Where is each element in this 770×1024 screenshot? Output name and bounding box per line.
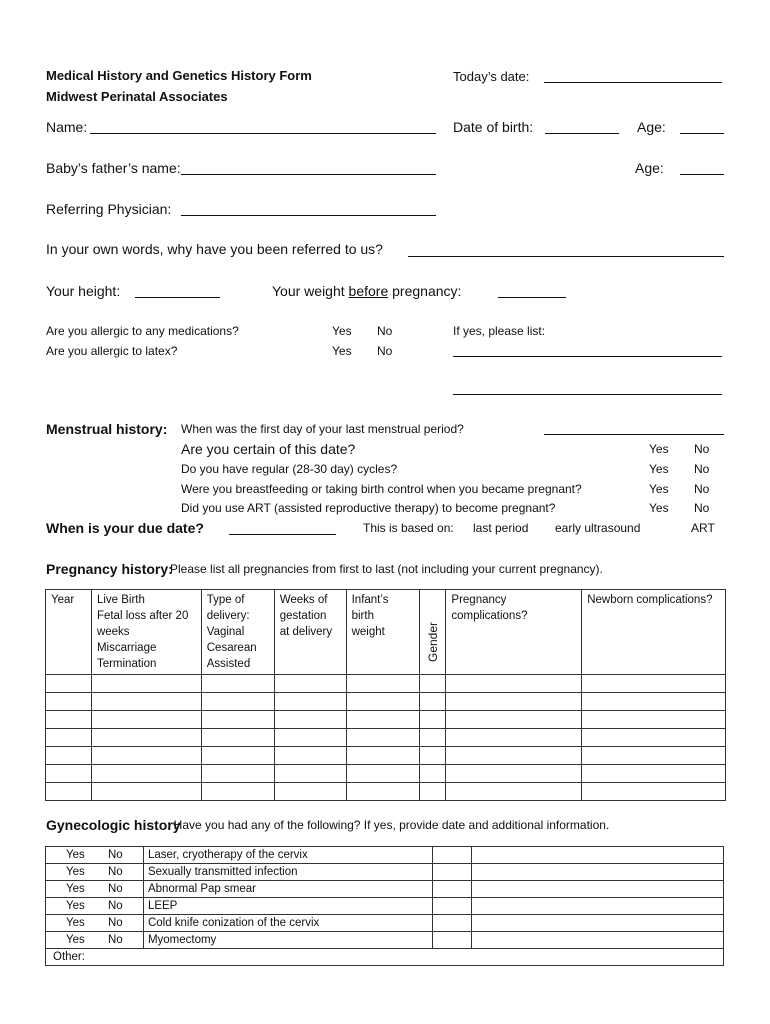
- name-label: Name:: [46, 119, 88, 135]
- gyn-yes-no[interactable]: [46, 847, 144, 864]
- gyn-other-field[interactable]: [46, 949, 724, 966]
- gyn-no-option[interactable]: No: [108, 883, 123, 895]
- certain-date-question: Are you certain of this date?: [181, 441, 356, 457]
- regular-cycles-yes[interactable]: Yes: [649, 462, 669, 476]
- gyn-row-other[interactable]: [46, 949, 724, 966]
- col-pregnancy-complications: Pregnancy complications?: [446, 590, 582, 675]
- col-year: Year: [46, 590, 92, 675]
- lmp-question: When was the first day of your last menstrual period?: [181, 422, 464, 436]
- col-gender: [420, 590, 446, 675]
- col-outcome: Live Birth Fetal loss after 20 weeks Miscarriage Termination: [91, 590, 201, 675]
- father-name-label: Baby’s father’s name:: [46, 160, 181, 176]
- height-field[interactable]: [135, 297, 220, 298]
- gyn-no-option[interactable]: No: [108, 900, 123, 912]
- lmp-field[interactable]: [544, 434, 724, 435]
- pregnancy-history-table: [45, 589, 726, 801]
- dob-field[interactable]: [545, 133, 619, 134]
- gyn-yes-no[interactable]: [46, 881, 144, 898]
- referral-reason-label: In your own words, why have you been referred to us?: [46, 241, 383, 257]
- height-label: Your height:: [46, 283, 121, 299]
- table-row[interactable]: [46, 711, 726, 729]
- due-date-field[interactable]: [229, 534, 336, 535]
- col-gender-label: Gender: [426, 621, 441, 662]
- weight-label: Your weight before pregnancy:: [272, 283, 462, 299]
- pregnancy-history-instruction: Please list all pregnancies from first to last (not including your current pregnancy).: [170, 562, 603, 576]
- gyn-item-label: Cold knife conization of the cervix: [143, 915, 432, 932]
- gyn-yes-option[interactable]: Yes: [66, 883, 85, 895]
- gyn-row-myomectomy[interactable]: [46, 932, 724, 949]
- todays-date-field[interactable]: [544, 82, 722, 83]
- gyn-row-pap[interactable]: [46, 881, 724, 898]
- table-row[interactable]: [46, 675, 726, 693]
- allergy-latex-question: Are you allergic to latex?: [46, 344, 178, 358]
- gyn-no-option[interactable]: No: [108, 849, 123, 861]
- gyn-yes-option[interactable]: Yes: [66, 900, 85, 912]
- table-row[interactable]: [46, 765, 726, 783]
- gyn-yes-option[interactable]: Yes: [66, 934, 85, 946]
- allergy-medications-question: Are you allergic to any medications?: [46, 324, 239, 338]
- gyn-item-label: Laser, cryotherapy of the cervix: [143, 847, 432, 864]
- allergy-list-label: If yes, please list:: [453, 324, 546, 338]
- birth-control-question: Were you breastfeeding or taking birth control when you became pregnant?: [181, 482, 582, 496]
- gyn-history-heading: Gynecologic history: [46, 817, 181, 833]
- weight-field[interactable]: [498, 297, 566, 298]
- gyn-row-conization[interactable]: [46, 915, 724, 932]
- gyn-item-label: Abnormal Pap smear: [143, 881, 432, 898]
- gyn-no-option[interactable]: No: [108, 866, 123, 878]
- art-yes[interactable]: Yes: [649, 501, 669, 515]
- based-on-last-period[interactable]: last period: [473, 521, 529, 535]
- referral-reason-field[interactable]: [408, 256, 724, 257]
- col-delivery-type: Type of delivery: Vaginal Cesarean Assisted: [201, 590, 274, 675]
- pregnancy-history-heading: Pregnancy history:: [46, 561, 173, 577]
- certain-date-yes[interactable]: Yes: [649, 442, 669, 456]
- pregnancy-table-header: [46, 590, 726, 675]
- gyn-no-option[interactable]: No: [108, 917, 123, 929]
- gyn-yes-no[interactable]: [46, 898, 144, 915]
- gyn-yes-option[interactable]: Yes: [66, 917, 85, 929]
- todays-date-label: Today’s date:: [453, 69, 530, 84]
- gyn-row-laser[interactable]: [46, 847, 724, 864]
- table-row[interactable]: [46, 747, 726, 765]
- table-row[interactable]: [46, 729, 726, 747]
- art-no[interactable]: No: [694, 501, 710, 515]
- gyn-yes-no[interactable]: [46, 932, 144, 949]
- menstrual-history-heading: Menstrual history:: [46, 421, 168, 437]
- allergy-latex-no[interactable]: No: [377, 344, 393, 358]
- gyn-row-sti[interactable]: [46, 864, 724, 881]
- based-on-label: This is based on:: [363, 521, 454, 535]
- birth-control-yes[interactable]: Yes: [649, 482, 669, 496]
- form-title: Medical History and Genetics History Form: [46, 68, 312, 83]
- gyn-item-label: Myomectomy: [143, 932, 432, 949]
- col-birth-weight: Infant’s birth weight: [346, 590, 420, 675]
- gyn-yes-option[interactable]: Yes: [66, 849, 85, 861]
- due-date-heading: When is your due date?: [46, 520, 204, 536]
- allergy-medications-no[interactable]: No: [377, 324, 393, 338]
- gyn-item-label: LEEP: [143, 898, 432, 915]
- based-on-early-ultrasound[interactable]: early ultrasound: [555, 521, 641, 535]
- col-weeks-gestation: Weeks of gestation at delivery: [274, 590, 346, 675]
- name-field[interactable]: [90, 133, 436, 134]
- regular-cycles-question: Do you have regular (28-30 day) cycles?: [181, 462, 398, 476]
- based-on-art[interactable]: ART: [691, 521, 715, 535]
- father-age-field[interactable]: [680, 174, 724, 175]
- table-row[interactable]: [46, 783, 726, 801]
- gyn-yes-no[interactable]: [46, 864, 144, 881]
- gyn-yes-option[interactable]: Yes: [66, 866, 85, 878]
- gyn-other-label: Other:: [53, 951, 85, 963]
- certain-date-no[interactable]: No: [694, 442, 710, 456]
- physician-field[interactable]: [181, 215, 436, 216]
- gyn-row-leep[interactable]: [46, 898, 724, 915]
- birth-control-no[interactable]: No: [694, 482, 710, 496]
- allergy-latex-yes[interactable]: Yes: [332, 344, 352, 358]
- gyn-history-instruction: : Have you had any of the following? If yes, provide date and additional information.: [167, 818, 610, 832]
- allergy-list-field-2[interactable]: [453, 394, 722, 395]
- gyn-no-option[interactable]: No: [108, 934, 123, 946]
- dob-label: Date of birth:: [453, 119, 534, 135]
- age-field[interactable]: [680, 133, 724, 134]
- organization-name: Midwest Perinatal Associates: [46, 89, 228, 104]
- allergy-list-field-1[interactable]: [453, 356, 722, 357]
- gyn-item-label: Sexually transmitted infection: [143, 864, 432, 881]
- allergy-medications-yes[interactable]: Yes: [332, 324, 352, 338]
- physician-label: Referring Physician:: [46, 201, 172, 217]
- age-label: Age:: [637, 119, 666, 135]
- art-question: Did you use ART (assisted reproductive therapy) to become pregnant?: [181, 501, 556, 515]
- father-age-label: Age:: [635, 160, 664, 176]
- gyn-history-table: [45, 846, 724, 966]
- col-newborn-complications: Newborn complications?: [582, 590, 726, 675]
- father-name-field[interactable]: [181, 174, 436, 175]
- table-row[interactable]: [46, 693, 726, 711]
- regular-cycles-no[interactable]: No: [694, 462, 710, 476]
- gyn-yes-no[interactable]: [46, 915, 144, 932]
- weight-before-emphasis: before: [348, 283, 389, 299]
